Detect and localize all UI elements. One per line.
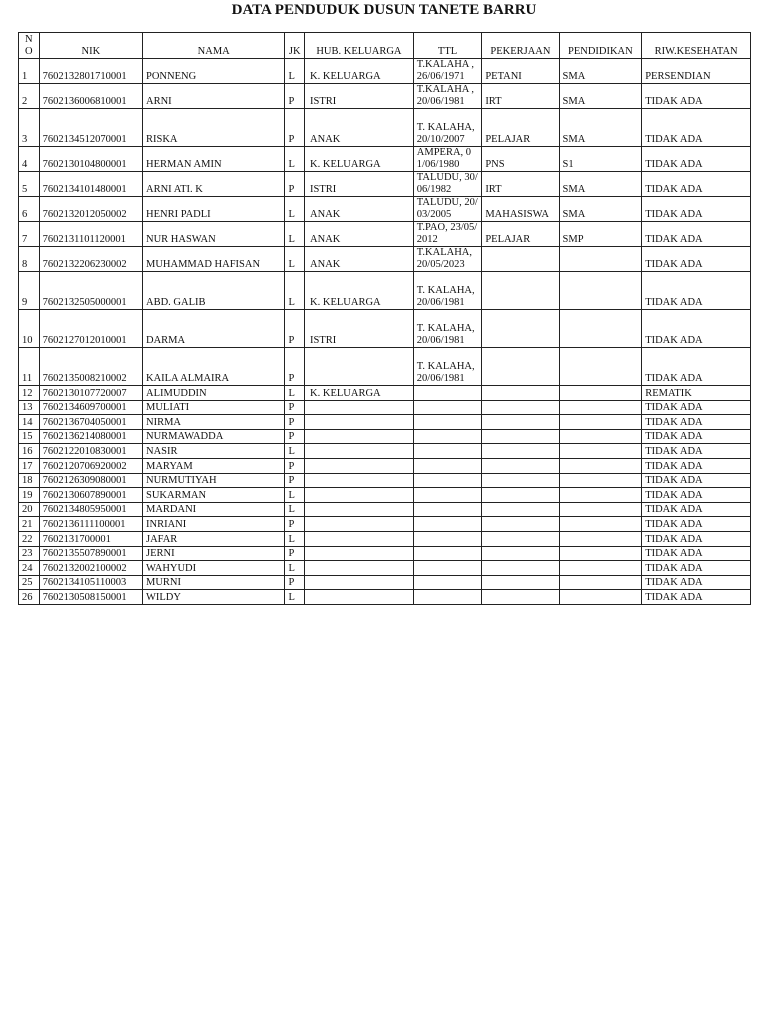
cell-nik: 7602132012050002 bbox=[39, 197, 142, 222]
cell-riw-kesehatan: TIDAK ADA bbox=[642, 400, 751, 415]
cell-nama: JAFAR bbox=[142, 531, 284, 546]
cell-hub-keluarga bbox=[305, 444, 414, 459]
cell-pendidikan bbox=[559, 546, 642, 561]
cell-riw-kesehatan: TIDAK ADA bbox=[642, 172, 751, 197]
cell-nik: 7602135507890001 bbox=[39, 546, 142, 561]
cell-ttl bbox=[413, 502, 482, 517]
cell-nik: 7602131101120001 bbox=[39, 222, 142, 247]
cell-nik: 7602134512070001 bbox=[39, 109, 142, 147]
cell-hub-keluarga bbox=[305, 575, 414, 590]
cell-pekerjaan bbox=[482, 400, 559, 415]
cell-riw-kesehatan: TIDAK ADA bbox=[642, 429, 751, 444]
cell-pendidikan bbox=[559, 473, 642, 488]
cell-pekerjaan: PELAJAR bbox=[482, 222, 559, 247]
cell-jk: L bbox=[285, 561, 305, 576]
cell-nama: ALIMUDDIN bbox=[142, 386, 284, 401]
table-row bbox=[19, 348, 751, 386]
cell-pendidikan bbox=[559, 429, 642, 444]
cell-pekerjaan bbox=[482, 561, 559, 576]
cell-nama: MARYAM bbox=[142, 458, 284, 473]
cell-ttl: T.KALAHA , 20/06/1981 bbox=[413, 84, 482, 109]
cell-hub-keluarga: ANAK bbox=[305, 247, 414, 272]
cell-jk: L bbox=[285, 272, 305, 310]
cell-ttl bbox=[413, 444, 482, 459]
cell-ttl bbox=[413, 590, 482, 605]
cell-pendidikan bbox=[559, 400, 642, 415]
header-riw-kesehatan: RIW.KESEHATAN bbox=[642, 33, 751, 59]
cell-pendidikan bbox=[559, 502, 642, 517]
cell-hub-keluarga bbox=[305, 590, 414, 605]
cell-nik: 7602134609700001 bbox=[39, 400, 142, 415]
cell-pendidikan bbox=[559, 531, 642, 546]
cell-hub-keluarga bbox=[305, 561, 414, 576]
table-row bbox=[19, 109, 751, 147]
cell-riw-kesehatan: TIDAK ADA bbox=[642, 147, 751, 172]
table-row bbox=[19, 400, 751, 415]
cell-jk: P bbox=[285, 84, 305, 109]
cell-nik: 7602132505000001 bbox=[39, 272, 142, 310]
cell-nama: PONNENG bbox=[142, 59, 284, 84]
cell-no: 3 bbox=[19, 109, 40, 147]
cell-riw-kesehatan: REMATIK bbox=[642, 386, 751, 401]
header-nik: NIK bbox=[39, 33, 142, 59]
cell-jk: P bbox=[285, 415, 305, 430]
cell-nik: 7602136006810001 bbox=[39, 84, 142, 109]
cell-pekerjaan bbox=[482, 386, 559, 401]
cell-pekerjaan bbox=[482, 247, 559, 272]
cell-hub-keluarga: K. KELUARGA bbox=[305, 272, 414, 310]
cell-jk: L bbox=[285, 386, 305, 401]
cell-no: 26 bbox=[19, 590, 40, 605]
cell-no: 5 bbox=[19, 172, 40, 197]
cell-hub-keluarga: ANAK bbox=[305, 197, 414, 222]
cell-hub-keluarga: ISTRI bbox=[305, 172, 414, 197]
header-row bbox=[19, 33, 751, 59]
cell-jk: P bbox=[285, 348, 305, 386]
cell-pekerjaan bbox=[482, 272, 559, 310]
cell-pekerjaan bbox=[482, 575, 559, 590]
cell-nama: ARNI ATI. K bbox=[142, 172, 284, 197]
cell-nik: 7602136111100001 bbox=[39, 517, 142, 532]
cell-nik: 7602134805950001 bbox=[39, 502, 142, 517]
cell-ttl bbox=[413, 488, 482, 503]
cell-hub-keluarga bbox=[305, 458, 414, 473]
cell-riw-kesehatan: TIDAK ADA bbox=[642, 546, 751, 561]
cell-no: 22 bbox=[19, 531, 40, 546]
cell-hub-keluarga: ISTRI bbox=[305, 310, 414, 348]
table-row bbox=[19, 429, 751, 444]
cell-hub-keluarga bbox=[305, 488, 414, 503]
cell-nik: 7602126309080001 bbox=[39, 473, 142, 488]
cell-nama: KAILA ALMAIRA bbox=[142, 348, 284, 386]
cell-nama: NURMAWADDA bbox=[142, 429, 284, 444]
cell-jk: P bbox=[285, 400, 305, 415]
cell-no: 8 bbox=[19, 247, 40, 272]
cell-pekerjaan bbox=[482, 429, 559, 444]
cell-nik: 7602136214080001 bbox=[39, 429, 142, 444]
cell-riw-kesehatan: TIDAK ADA bbox=[642, 444, 751, 459]
table-row bbox=[19, 575, 751, 590]
cell-ttl: AMPERA, 01/06/1980 bbox=[413, 147, 482, 172]
cell-nama: NASIR bbox=[142, 444, 284, 459]
cell-pendidikan bbox=[559, 575, 642, 590]
cell-nama: NUR HASWAN bbox=[142, 222, 284, 247]
cell-riw-kesehatan: TIDAK ADA bbox=[642, 590, 751, 605]
cell-no: 10 bbox=[19, 310, 40, 348]
table-row bbox=[19, 272, 751, 310]
cell-nik: 7602131700001 bbox=[39, 531, 142, 546]
cell-pekerjaan: PETANI bbox=[482, 59, 559, 84]
cell-nama: WILDY bbox=[142, 590, 284, 605]
cell-riw-kesehatan: TIDAK ADA bbox=[642, 531, 751, 546]
cell-pekerjaan bbox=[482, 502, 559, 517]
cell-nik: 7602132801710001 bbox=[39, 59, 142, 84]
cell-riw-kesehatan: TIDAK ADA bbox=[642, 247, 751, 272]
cell-nama: JERNI bbox=[142, 546, 284, 561]
cell-pekerjaan: IRT bbox=[482, 172, 559, 197]
cell-nama: SUKARMAN bbox=[142, 488, 284, 503]
cell-pekerjaan: PELAJAR bbox=[482, 109, 559, 147]
cell-ttl bbox=[413, 386, 482, 401]
table-row bbox=[19, 488, 751, 503]
cell-nik: 7602122010830001 bbox=[39, 444, 142, 459]
cell-no: 24 bbox=[19, 561, 40, 576]
table-row bbox=[19, 386, 751, 401]
header-ttl: TTL bbox=[413, 33, 482, 59]
table-row bbox=[19, 444, 751, 459]
table-row bbox=[19, 561, 751, 576]
cell-nama: ABD. GALIB bbox=[142, 272, 284, 310]
cell-nama: NURMUTIYAH bbox=[142, 473, 284, 488]
cell-ttl: T.KALAHA, 20/05/2023 bbox=[413, 247, 482, 272]
cell-pendidikan bbox=[559, 590, 642, 605]
cell-riw-kesehatan: TIDAK ADA bbox=[642, 197, 751, 222]
cell-pendidikan bbox=[559, 415, 642, 430]
cell-nama: NIRMA bbox=[142, 415, 284, 430]
cell-pekerjaan: MAHASISWA bbox=[482, 197, 559, 222]
cell-ttl: T.KALAHA , 26/06/1971 bbox=[413, 59, 482, 84]
cell-ttl: T. KALAHA, 20/10/2007 bbox=[413, 109, 482, 147]
cell-nik: 7602130104800001 bbox=[39, 147, 142, 172]
cell-jk: L bbox=[285, 531, 305, 546]
cell-pekerjaan bbox=[482, 348, 559, 386]
table-row bbox=[19, 222, 751, 247]
cell-riw-kesehatan: TIDAK ADA bbox=[642, 502, 751, 517]
cell-ttl: T.PAO, 23/05/2012 bbox=[413, 222, 482, 247]
cell-nik: 7602130508150001 bbox=[39, 590, 142, 605]
table-row bbox=[19, 84, 751, 109]
cell-jk: P bbox=[285, 458, 305, 473]
cell-jk: L bbox=[285, 444, 305, 459]
cell-pekerjaan bbox=[482, 415, 559, 430]
cell-pendidikan: SMP bbox=[559, 222, 642, 247]
cell-ttl bbox=[413, 575, 482, 590]
cell-nama: ARNI bbox=[142, 84, 284, 109]
cell-hub-keluarga bbox=[305, 546, 414, 561]
cell-hub-keluarga bbox=[305, 429, 414, 444]
cell-ttl bbox=[413, 546, 482, 561]
cell-nama: RISKA bbox=[142, 109, 284, 147]
cell-nik: 7602132002100002 bbox=[39, 561, 142, 576]
header-no: N O bbox=[19, 33, 40, 59]
cell-nama: WAHYUDI bbox=[142, 561, 284, 576]
cell-no: 15 bbox=[19, 429, 40, 444]
cell-no: 1 bbox=[19, 59, 40, 84]
cell-pendidikan: SMA bbox=[559, 84, 642, 109]
cell-nik: 7602130607890001 bbox=[39, 488, 142, 503]
table-row bbox=[19, 59, 751, 84]
cell-riw-kesehatan: TIDAK ADA bbox=[642, 109, 751, 147]
header-jk: JK bbox=[285, 33, 305, 59]
table-row bbox=[19, 310, 751, 348]
cell-pendidikan bbox=[559, 458, 642, 473]
cell-riw-kesehatan: PERSENDIAN bbox=[642, 59, 751, 84]
cell-nama: MUHAMMAD HAFISAN bbox=[142, 247, 284, 272]
cell-ttl bbox=[413, 415, 482, 430]
cell-pendidikan bbox=[559, 310, 642, 348]
cell-nama: HERMAN AMIN bbox=[142, 147, 284, 172]
cell-pendidikan: S1 bbox=[559, 147, 642, 172]
cell-no: 7 bbox=[19, 222, 40, 247]
cell-hub-keluarga: ISTRI bbox=[305, 84, 414, 109]
cell-ttl: T. KALAHA, 20/06/1981 bbox=[413, 272, 482, 310]
cell-nik: 7602120706920002 bbox=[39, 458, 142, 473]
cell-riw-kesehatan: TIDAK ADA bbox=[642, 488, 751, 503]
table-row bbox=[19, 247, 751, 272]
cell-pekerjaan bbox=[482, 310, 559, 348]
cell-hub-keluarga bbox=[305, 348, 414, 386]
cell-pendidikan: SMA bbox=[559, 59, 642, 84]
cell-no: 20 bbox=[19, 502, 40, 517]
cell-riw-kesehatan: TIDAK ADA bbox=[642, 517, 751, 532]
cell-nama: MARDANI bbox=[142, 502, 284, 517]
header-nama: NAMA bbox=[142, 33, 284, 59]
cell-pendidikan bbox=[559, 488, 642, 503]
cell-ttl bbox=[413, 458, 482, 473]
cell-hub-keluarga bbox=[305, 517, 414, 532]
cell-riw-kesehatan: TIDAK ADA bbox=[642, 575, 751, 590]
cell-pekerjaan bbox=[482, 546, 559, 561]
cell-riw-kesehatan: TIDAK ADA bbox=[642, 272, 751, 310]
table-row bbox=[19, 147, 751, 172]
cell-nama: MURNI bbox=[142, 575, 284, 590]
cell-ttl bbox=[413, 561, 482, 576]
cell-jk: L bbox=[285, 197, 305, 222]
cell-ttl: T. KALAHA, 20/06/1981 bbox=[413, 348, 482, 386]
cell-pekerjaan bbox=[482, 488, 559, 503]
cell-pekerjaan bbox=[482, 590, 559, 605]
cell-no: 17 bbox=[19, 458, 40, 473]
cell-riw-kesehatan: TIDAK ADA bbox=[642, 561, 751, 576]
cell-nik: 7602130107720007 bbox=[39, 386, 142, 401]
cell-jk: L bbox=[285, 502, 305, 517]
cell-pendidikan bbox=[559, 517, 642, 532]
cell-ttl bbox=[413, 429, 482, 444]
cell-pekerjaan bbox=[482, 473, 559, 488]
cell-hub-keluarga: K. KELUARGA bbox=[305, 59, 414, 84]
cell-jk: L bbox=[285, 590, 305, 605]
cell-hub-keluarga bbox=[305, 531, 414, 546]
cell-jk: L bbox=[285, 488, 305, 503]
cell-pendidikan bbox=[559, 386, 642, 401]
table-row bbox=[19, 517, 751, 532]
cell-no: 13 bbox=[19, 400, 40, 415]
cell-nik: 7602134101480001 bbox=[39, 172, 142, 197]
table-row bbox=[19, 502, 751, 517]
page-title: DATA PENDUDUK DUSUN TANETE BARRU bbox=[231, 2, 537, 18]
cell-pendidikan: SMA bbox=[559, 172, 642, 197]
cell-hub-keluarga bbox=[305, 473, 414, 488]
cell-no: 25 bbox=[19, 575, 40, 590]
cell-pendidikan: SMA bbox=[559, 197, 642, 222]
cell-jk: P bbox=[285, 575, 305, 590]
cell-pendidikan: SMA bbox=[559, 109, 642, 147]
table-row bbox=[19, 531, 751, 546]
cell-jk: P bbox=[285, 310, 305, 348]
cell-nama: MULIATI bbox=[142, 400, 284, 415]
cell-no: 9 bbox=[19, 272, 40, 310]
cell-pendidikan bbox=[559, 272, 642, 310]
cell-ttl bbox=[413, 473, 482, 488]
cell-ttl: TALUDU, 20/03/2005 bbox=[413, 197, 482, 222]
cell-riw-kesehatan: TIDAK ADA bbox=[642, 415, 751, 430]
population-table bbox=[18, 32, 751, 605]
cell-jk: P bbox=[285, 109, 305, 147]
cell-nama: INRIANI bbox=[142, 517, 284, 532]
cell-ttl: TALUDU, 30/06/1982 bbox=[413, 172, 482, 197]
cell-jk: P bbox=[285, 429, 305, 444]
cell-riw-kesehatan: TIDAK ADA bbox=[642, 348, 751, 386]
header-hub-keluarga: HUB. KELUARGA bbox=[305, 33, 414, 59]
table-row bbox=[19, 590, 751, 605]
cell-jk: P bbox=[285, 546, 305, 561]
cell-nik: 7602132206230002 bbox=[39, 247, 142, 272]
header-pendidikan: PENDIDIKAN bbox=[559, 33, 642, 59]
table-row bbox=[19, 473, 751, 488]
cell-pendidikan bbox=[559, 444, 642, 459]
cell-no: 6 bbox=[19, 197, 40, 222]
cell-riw-kesehatan: TIDAK ADA bbox=[642, 222, 751, 247]
cell-no: 19 bbox=[19, 488, 40, 503]
cell-riw-kesehatan: TIDAK ADA bbox=[642, 310, 751, 348]
cell-pendidikan bbox=[559, 348, 642, 386]
cell-riw-kesehatan: TIDAK ADA bbox=[642, 84, 751, 109]
cell-ttl bbox=[413, 400, 482, 415]
cell-no: 18 bbox=[19, 473, 40, 488]
cell-no: 21 bbox=[19, 517, 40, 532]
cell-no: 23 bbox=[19, 546, 40, 561]
cell-hub-keluarga: ANAK bbox=[305, 109, 414, 147]
cell-jk: P bbox=[285, 172, 305, 197]
cell-nik: 7602135008210002 bbox=[39, 348, 142, 386]
cell-pendidikan bbox=[559, 561, 642, 576]
cell-hub-keluarga: ANAK bbox=[305, 222, 414, 247]
cell-no: 11 bbox=[19, 348, 40, 386]
cell-pekerjaan bbox=[482, 444, 559, 459]
cell-jk: L bbox=[285, 59, 305, 84]
cell-pekerjaan bbox=[482, 458, 559, 473]
cell-nik: 7602136704050001 bbox=[39, 415, 142, 430]
table-row bbox=[19, 415, 751, 430]
cell-no: 2 bbox=[19, 84, 40, 109]
cell-hub-keluarga: K. KELUARGA bbox=[305, 386, 414, 401]
cell-no: 14 bbox=[19, 415, 40, 430]
cell-nama: DARMA bbox=[142, 310, 284, 348]
cell-pekerjaan bbox=[482, 517, 559, 532]
cell-jk: P bbox=[285, 517, 305, 532]
cell-ttl bbox=[413, 517, 482, 532]
table-row bbox=[19, 546, 751, 561]
cell-jk: P bbox=[285, 473, 305, 488]
cell-ttl: T. KALAHA, 20/06/1981 bbox=[413, 310, 482, 348]
cell-pekerjaan bbox=[482, 531, 559, 546]
cell-nama: HENRI PADLI bbox=[142, 197, 284, 222]
table-row bbox=[19, 197, 751, 222]
cell-nik: 7602134105110003 bbox=[39, 575, 142, 590]
cell-nik: 7602127012010001 bbox=[39, 310, 142, 348]
cell-hub-keluarga bbox=[305, 502, 414, 517]
cell-hub-keluarga: K. KELUARGA bbox=[305, 147, 414, 172]
cell-jk: L bbox=[285, 147, 305, 172]
cell-hub-keluarga bbox=[305, 415, 414, 430]
cell-ttl bbox=[413, 531, 482, 546]
cell-pekerjaan: IRT bbox=[482, 84, 559, 109]
table-row bbox=[19, 172, 751, 197]
cell-no: 16 bbox=[19, 444, 40, 459]
cell-no: 4 bbox=[19, 147, 40, 172]
cell-no: 12 bbox=[19, 386, 40, 401]
table-body bbox=[19, 59, 751, 605]
table-header bbox=[19, 33, 751, 59]
cell-pekerjaan: PNS bbox=[482, 147, 559, 172]
cell-jk: L bbox=[285, 247, 305, 272]
cell-riw-kesehatan: TIDAK ADA bbox=[642, 473, 751, 488]
cell-hub-keluarga bbox=[305, 400, 414, 415]
cell-pendidikan bbox=[559, 247, 642, 272]
cell-riw-kesehatan: TIDAK ADA bbox=[642, 458, 751, 473]
table-row bbox=[19, 458, 751, 473]
cell-jk: L bbox=[285, 222, 305, 247]
table-viewport bbox=[18, 32, 751, 603]
header-pekerjaan: PEKERJAAN bbox=[482, 33, 559, 59]
